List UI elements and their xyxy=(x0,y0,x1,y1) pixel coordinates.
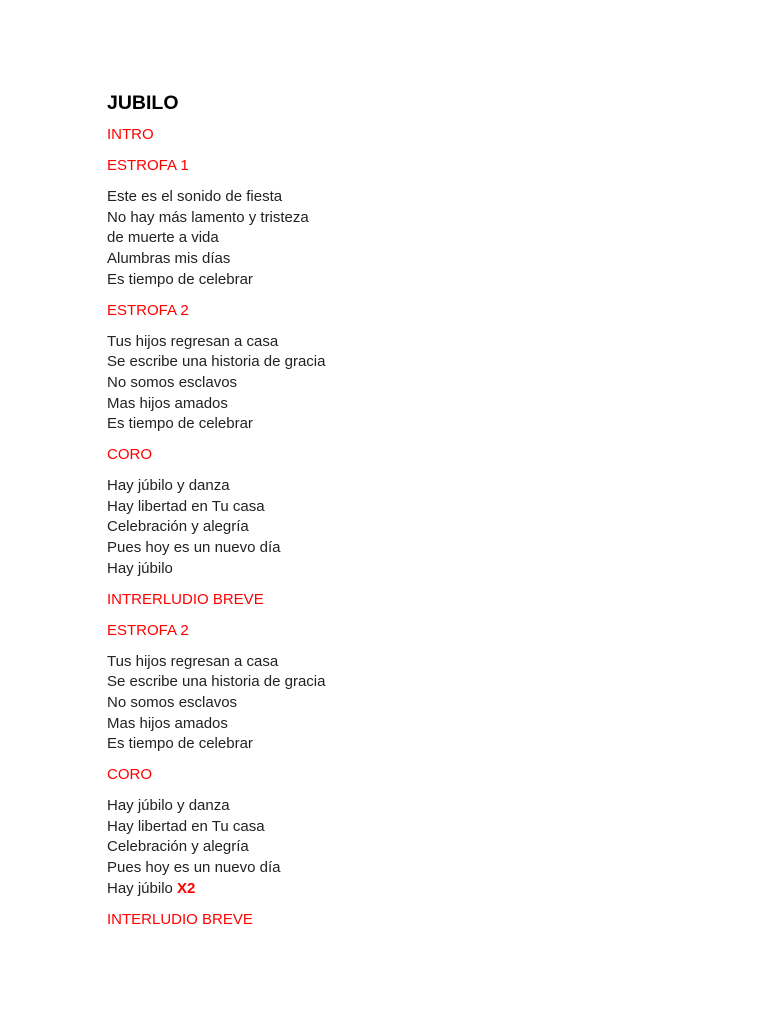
lyric-line: Este es el sonido de fiesta xyxy=(107,188,283,205)
lyric-line-text: Hay júbilo xyxy=(107,879,178,897)
lyric-line: Hay libertad en Tu casa xyxy=(107,497,265,515)
lyric-line: Pues hoy es un nuevo día xyxy=(107,859,281,877)
lyric-line: Hay júbilo y danza xyxy=(107,477,230,495)
lyric-line: Es tiempo de celebrar xyxy=(107,270,253,288)
lyric-line: Pues hoy es un nuevo día xyxy=(107,539,281,557)
lyric-line-with-repeat xyxy=(107,879,667,900)
lyric-line: Tus hijos regresan a casa xyxy=(107,652,279,670)
section-label-coro: CORO xyxy=(107,446,152,464)
lyric-line: No somos esclavos xyxy=(107,693,238,711)
verse-estrofa-1 xyxy=(107,187,667,291)
song-title: JUBILO xyxy=(107,92,179,114)
lyric-line: Mas hijos amados xyxy=(107,714,228,732)
section-label-estrofa-2-repeat: ESTROFA 2 xyxy=(107,621,189,639)
lyric-line: Mas hijos amados xyxy=(107,394,228,412)
lyric-line: Hay libertad en Tu casa xyxy=(107,817,265,835)
lyric-line: Alumbras mis días xyxy=(107,250,231,268)
section-label-interludio-2: INTERLUDIO BREVE xyxy=(107,910,253,928)
section-label-estrofa-1: ESTROFA 1 xyxy=(107,157,189,174)
lyric-line: Es tiempo de celebrar xyxy=(107,415,253,433)
lyric-line: Se escribe una historia de gracia xyxy=(107,353,326,371)
section-label-intro: INTRO xyxy=(107,126,154,143)
lyric-line: Celebración y alegría xyxy=(107,838,249,856)
verse-estrofa-2 xyxy=(107,332,667,436)
lyric-line: Tus hijos regresan a casa xyxy=(107,332,279,350)
lyric-line: de muerte a vida xyxy=(107,229,219,247)
verse-coro xyxy=(107,476,667,580)
section-label-coro-repeat: CORO xyxy=(107,766,152,784)
lyric-line: Hay júbilo y danza xyxy=(107,797,230,815)
lyric-line: Celebración y alegría xyxy=(107,518,249,536)
verse-estrofa-2-repeat xyxy=(107,652,667,756)
lyric-line: Es tiempo de celebrar xyxy=(107,735,253,753)
section-label-interludio-1: INTRERLUDIO BREVE xyxy=(107,590,264,608)
lyric-line: Hay júbilo xyxy=(107,559,173,577)
lyrics-document xyxy=(107,90,667,941)
repeat-mark: X2 xyxy=(177,879,196,897)
section-label-estrofa-2: ESTROFA 2 xyxy=(107,301,189,319)
verse-coro-repeat xyxy=(107,796,667,900)
lyric-line: No somos esclavos xyxy=(107,373,238,391)
lyric-line: Se escribe una historia de gracia xyxy=(107,673,326,691)
lyric-line: No hay más lamento y tristeza xyxy=(107,208,309,226)
